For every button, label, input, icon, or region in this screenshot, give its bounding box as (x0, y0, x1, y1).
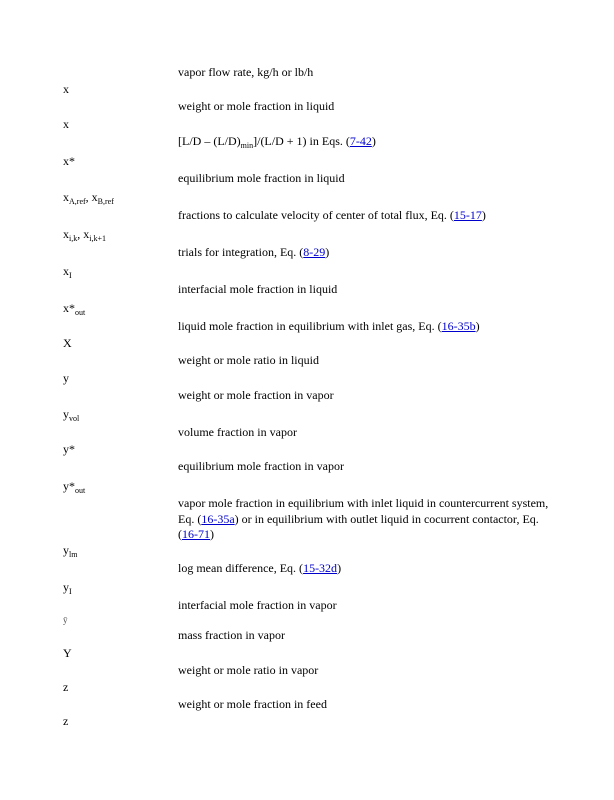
definition-x-reflux-term: $[L/D - (L/D)_{min}]/(L/D + 1)$ in Eqs. (7-42) (178, 134, 376, 150)
definition-ratio-vapor: weight or mole ratio in vapor (178, 663, 319, 677)
definition-volume-fraction-vapor: volume fraction in vapor (178, 425, 297, 439)
symbol-y-star: y* (63, 442, 75, 456)
symbol-z: z (63, 714, 69, 728)
equation-link[interactable]: 15-17 (453, 208, 482, 222)
definition-fraction-vapor: weight or mole fraction in vapor (178, 388, 334, 402)
definition-integration-trials: trials for integration, Eq. (8-29) (178, 245, 330, 259)
symbol-Y: Y (63, 646, 72, 660)
symbol-x: x (63, 82, 69, 96)
symbol-y-bar: ȳ (63, 615, 68, 625)
symbol-xa-xb-ref: $x_{A,ref}$, $x_{B,ref}$ (63, 190, 114, 206)
symbol-y-star-out: $y*_{out}$ (63, 479, 86, 495)
symbol-x-star: x* (63, 154, 75, 168)
symbol-x: x (63, 117, 69, 131)
symbol-y: y (63, 371, 69, 385)
equation-link[interactable]: 15-32d (303, 561, 338, 575)
definition-vapor-equilibrium-inlet-liquid: vapor mole fraction in equilibrium with inlet liquid in countercurrent system, Eq. (16-35a) or in equilibrium with outlet liquid in cocurrent contactor, Eq. (16-71) (178, 496, 549, 541)
symbol-z: z (63, 680, 69, 694)
definition-vapor-flow-rate: vapor flow rate, kg/h or lb/h (178, 65, 314, 79)
equation-link[interactable]: 16-35b (441, 319, 476, 333)
definition-log-mean-difference: log mean difference, Eq. (15-32d) (178, 561, 342, 575)
definition-equilibrium-vapor: equilibrium mole fraction in vapor (178, 459, 344, 473)
equation-link[interactable]: 7-42 (349, 134, 372, 148)
definition-interfacial-vapor: interfacial mole fraction in vapor (178, 598, 337, 612)
definition-x-fraction-liquid: weight or mole fraction in liquid (178, 99, 335, 113)
definition-ratio-liquid: weight or mole ratio in liquid (178, 353, 319, 367)
equation-link[interactable]: 16-35a (201, 511, 235, 526)
symbol-y-lm: $y_{lm}$ (63, 543, 78, 559)
definition-equilibrium-liquid: equilibrium mole fraction in liquid (178, 171, 345, 185)
equation-link[interactable]: 16-71 (182, 527, 210, 541)
symbol-xik: $x_{i,k}$, $x_{i,k+1}$ (63, 227, 106, 243)
symbol-x-interfacial: $x_I$ (63, 264, 72, 280)
equation-link[interactable]: 8-29 (303, 245, 326, 259)
definition-interfacial-liquid: interfacial mole fraction in liquid (178, 282, 338, 296)
symbol-X: X (63, 336, 72, 350)
definition-liquid-equilibrium-inlet-gas: liquid mole fraction in equilibrium with inlet gas, Eq. (16-35b) (178, 319, 480, 333)
definition-fraction-feed: weight or mole fraction in feed (178, 697, 327, 711)
definition-mass-fraction-vapor: mass fraction in vapor (178, 628, 285, 642)
symbol-y-interfacial: $y_I$ (63, 580, 72, 596)
symbol-x-star-out: $x*_{out}$ (63, 301, 86, 317)
symbol-y-vol: $y_{vol}$ (63, 407, 80, 423)
definition-total-flux-fractions: fractions to calculate velocity of center of total flux, Eq. (15-17) (178, 208, 486, 222)
